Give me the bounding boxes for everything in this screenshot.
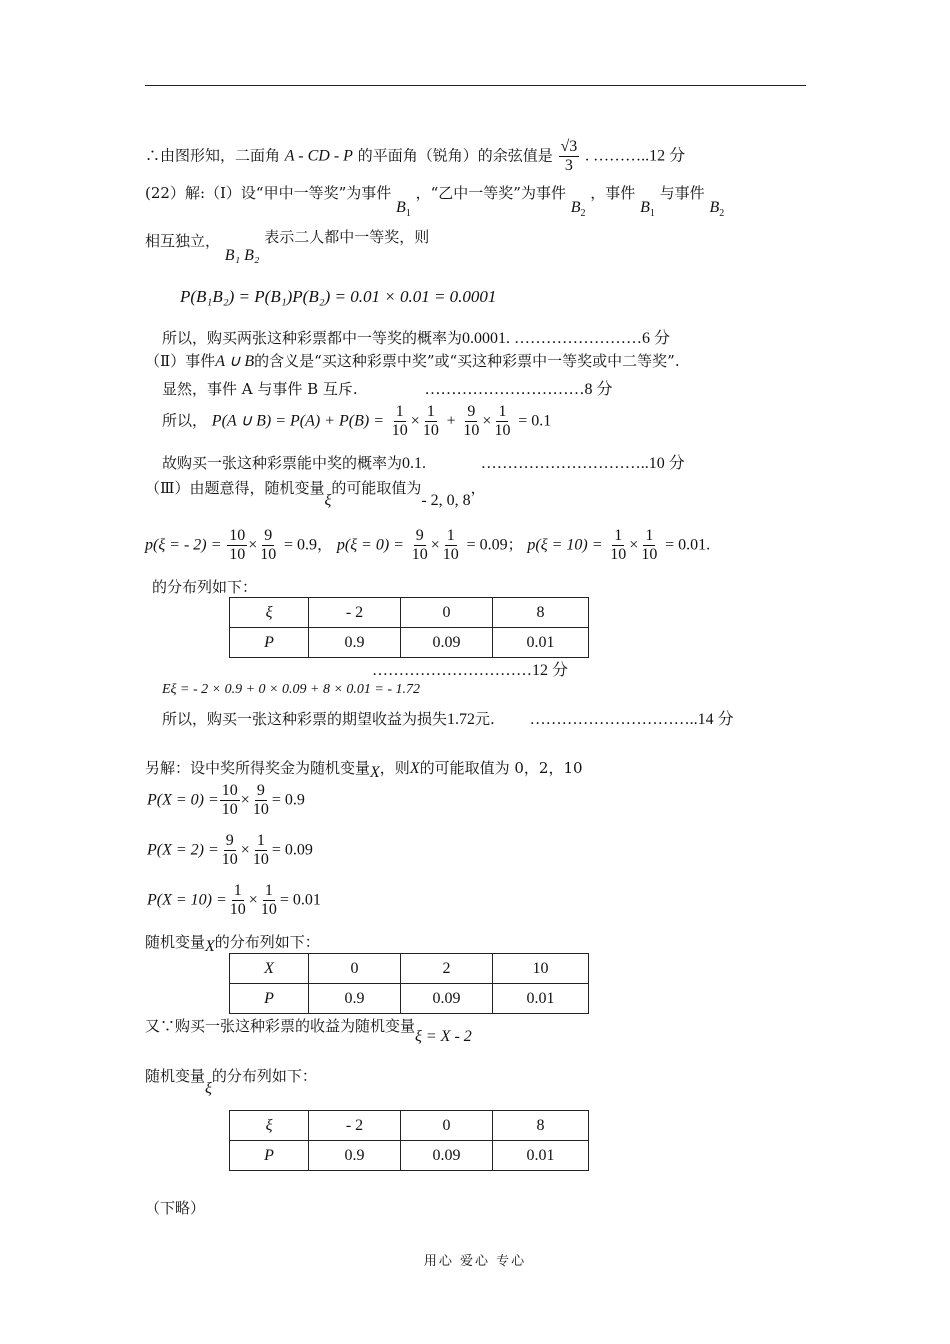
part3-intro: （Ⅲ）由题意得，随机变量ξ的可能取值为- 2, 0, 8， [145, 479, 486, 509]
alt-text: 另解：设中奖所得奖金为随机变量 [145, 759, 371, 777]
part2-text: （Ⅱ）事件 [145, 352, 216, 370]
table-row: P 0.9 0.09 0.01 [230, 1141, 589, 1171]
xi-distribution-caption: 随机变量ξ的分布列如下： [145, 1067, 317, 1097]
table-row: ξ - 2 0 8 [230, 598, 589, 628]
cosine-text: 的平面角（锐角）的余弦值是 [357, 146, 553, 165]
q22-text: (22）解:（Ⅰ）设“甲中一等奖”为事件 [145, 184, 392, 202]
conclusion-text: ∴由图形知，二面角 [145, 146, 281, 165]
xi-distribution-table [229, 597, 589, 658]
xi-definition-text: 又∵购买一张这种彩票的收益为随机变量 [145, 1017, 416, 1035]
xi-probabilities: p(ξ = - 2) = $\frac{10}{10}$ × $\frac{9}{10}$ = 0.9， p(ξ = 0) = $\frac{9}{10}$ × $\frac{1}{10}$ = 0.09； p(ξ = 10) = $\frac{1}{10}$ × $\frac{1}{10}$ = 0.01. [145, 527, 711, 563]
conclusion-line [145, 138, 685, 175]
mutual-exclusion-line [162, 376, 613, 399]
q22-header: (22）解:（Ⅰ）设“甲中一等奖”为事件 $B_1$ ，“乙中一等奖”为事件 $B_2$ ，事件 $B_1$ 与事件 $B_2$ [145, 184, 725, 219]
q22-text-3: ，事件 [590, 184, 636, 202]
page-footer: 用心 爱心 专心 [423, 1254, 527, 1269]
part2-value: 0.1 [402, 455, 423, 472]
p-xi-10: p(ξ = 10) = [527, 536, 603, 554]
table-row: P 0.9 0.09 0.01 [230, 984, 589, 1014]
p-xi-0: p(ξ = 0) = [336, 536, 404, 554]
p-x-10-line: P(X = 10) = $\frac{1}{10}$ × $\frac{1}{10}$ = 0.01 [147, 882, 321, 918]
x-distribution-table [229, 953, 589, 1014]
union-meaning: 的含义是“买这种彩票中奖”或“买这种彩票中一等奖或中二等奖”. [254, 352, 680, 370]
part1-text: 所以，购买两张这种彩票都中一等奖的概率为 [162, 329, 463, 347]
p-x-0-line: P(X = 0) = $\frac{10}{10}$ × $\frac{9}{10}$ = 0.9 [147, 782, 305, 818]
xi-distribution-table-2 [229, 1110, 589, 1171]
q22-text-2: ，“乙中一等奖”为事件 [415, 184, 566, 202]
part1-conclusion [162, 325, 670, 348]
cosine-fraction: $\frac{√3}{3}$ [560, 138, 578, 174]
xi-expr: ξ = X - 2 [415, 1028, 472, 1045]
p-x-2-line: P(X = 2) = $\frac{9}{10}$ × $\frac{1}{10}$ = 0.09 [147, 832, 313, 868]
xi-definition-line [145, 1015, 472, 1045]
table-row: P 0.9 0.09 0.01 [230, 628, 589, 658]
xi-symbol: ξ [324, 492, 332, 509]
expected-loss-text: 所以，购买一张这种彩票的期望收益为损失 [162, 710, 448, 728]
score-14: …………………………..14 分 [529, 711, 734, 728]
part3-text-2: 的可能取值为 [331, 479, 422, 497]
event-b2: B [570, 199, 581, 216]
expected-loss-line: 所以，购买一张这种彩票的期望收益为损失1.72元. …………………………..14 分 [162, 710, 734, 728]
part2-conclusion: 故购买一张这种彩票能中奖的概率为0.1. …………………………..10 分 [162, 454, 685, 472]
part3-text: （Ⅲ）由题意得，随机变量 [145, 479, 325, 497]
part2-conclusion-text: 故购买一张这种彩票能中奖的概率为 [162, 454, 403, 472]
union-probability-result: = 0.1 [518, 412, 552, 430]
score-12: . ………..12 分 [585, 147, 686, 165]
union-probability-line: 所以， P(A ∪ B) = P(A) + P(B) = $\frac{1}{10}$ × $\frac{1}{10}$ + $\frac{9}{10}$ × $\frac{1}{10}$ = 0.1 [162, 403, 552, 439]
independence-text: 相互独立， [145, 232, 221, 250]
score-12b: …………………………12 分 [372, 662, 569, 679]
event-b1b2: B₁ B₂ [224, 247, 260, 264]
xi-values: - 2, 0, 8 [421, 492, 471, 509]
x-distribution-caption: 随机变量X的分布列如下： [145, 933, 320, 955]
score-6: . ……………………6 分 [506, 330, 671, 347]
distribution-caption: 的分布列如下： [152, 578, 258, 596]
dihedral-angle-expr: A - CD - P [284, 147, 353, 165]
so-text: 所以， [162, 411, 208, 430]
score-8: …………………………8 分 [424, 381, 613, 398]
independence-line [145, 228, 430, 264]
omitted-note: （下略） [145, 1199, 206, 1217]
event-b1: B [396, 199, 406, 216]
expectation-equation: Eξ = - 2 × 0.9 + 0 × 0.09 + 8 × 0.01 = - 1.72 [162, 682, 421, 697]
p-xi-minus2: p(ξ = - 2) = [145, 536, 222, 554]
table-row: ξ - 2 0 8 [230, 1111, 589, 1141]
joint-probability-equation: P(B₁B₂) = P(B₁)P(B₂) = 0.01 × 0.01 = 0.0001 [180, 287, 497, 306]
q22-text-4: 与事件 [659, 184, 705, 202]
table-row: X 0 2 10 [230, 954, 589, 984]
joint-event-text: 表示二人都中一等奖，则 [264, 228, 430, 246]
union-probability-expr: P(A ∪ B) = P(A) + P(B) = [211, 412, 384, 430]
score-10: …………………………..10 分 [480, 455, 685, 472]
alternative-solution-intro: 另解：设中奖所得奖金为随机变量X，则X的可能取值为 0，2，10 [145, 759, 583, 781]
part1-value: 0.0001 [462, 330, 507, 347]
loss-value: 1.72 [447, 711, 476, 728]
union-expr: A ∪ B [215, 353, 255, 370]
mutual-exclusion-text: 显然，事件 A 与事件 B 互斥. [162, 380, 358, 398]
header-rule [145, 85, 806, 86]
part2-definition [145, 350, 680, 371]
